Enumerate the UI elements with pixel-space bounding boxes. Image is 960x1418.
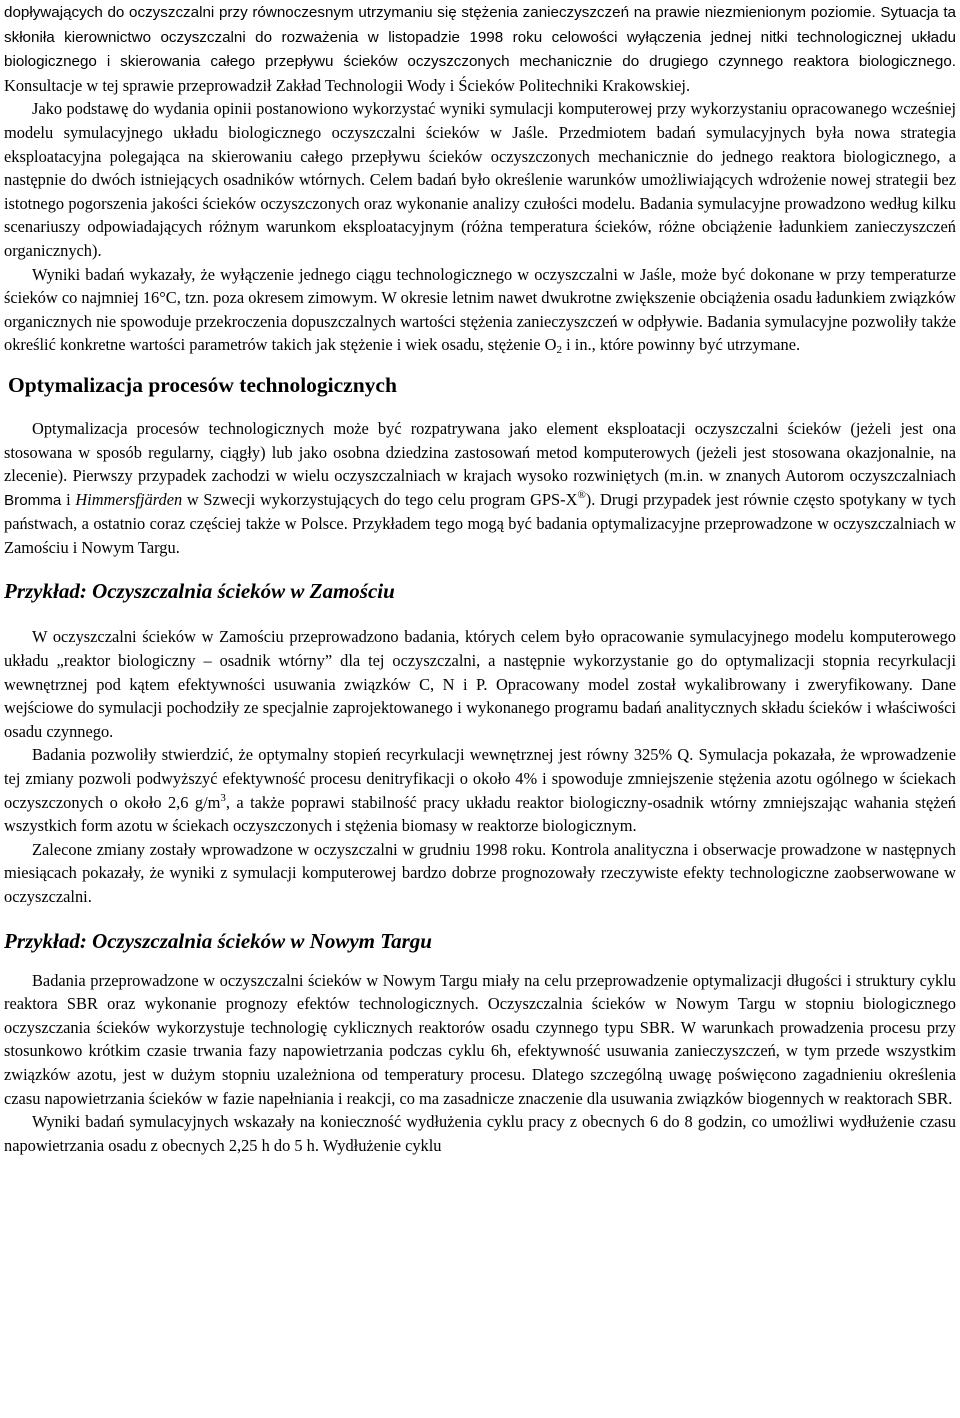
conjunction-text: i [61, 489, 76, 509]
paragraph-jaslo-results-text: Wyniki badań wykazały, że wyłączenie jednego ciągu technologicznego w oczyszczalni w Jaśle, może być dokonane w przy temperaturze ścieków co najmniej 16°C, tzn. poza okresem zimowym. W okresie letnim nawet dwukrotne zwiększenie obciążenia osadu ładunkiem związków organicznych nie spowoduje przekroczenia dopuszczalnych wartości stężenia zanieczyszczeń w odpływie. Badania symulacyjne pozwoliły także określić konkretne wartości parametrów takich jak stężenie i wiek osadu, stężenie O [4, 264, 956, 355]
paragraph-nowy-targ-results: Wyniki badań symulacyjnych wskazały na konieczność wydłużenia cyklu pracy z obecnych 6 do 8 godzin, co umożliwi wydłużenie czasu napowietrzania osadu z obecnych 2,25 h do 5 h. Wydłużenie cyklu [4, 1112, 956, 1155]
paragraph-jaslo-intro [4, 0, 956, 97]
paragraph-zamosc-results [4, 743, 956, 837]
paragraph-optimization-gpsx: w Szwecji wykorzystujących do tego celu program GPS-X [182, 489, 578, 509]
paragraph-zamosc-implementation: Zalecone zmiany zostały wprowadzone w oczyszczalni w grudniu 1998 roku. Kontrola analityczna i obserwacje prowadzone w następnych miesiącach pokazały, że wyniki z symulacji komputerowej bardzo dobrze prognozowały rzeczywiste efekty technologiczne zaobserwowane w oczyszczalni. [4, 839, 956, 906]
paragraph-jaslo-results-end: i in., które powinny być utrzymane. [562, 335, 801, 355]
section-heading-optimization: Optymalizacja procesów technologicznych [8, 372, 397, 397]
paragraph-zamosc-results-text: Badania pozwoliły stwierdzić, że optymalny stopień recyrkulacji wewnętrznej jest równy 325% Q. Symulacja pokazała, że wprowadzenie tej zmiany pozwoli podwyższyć efektywność procesu denitryfikacji o około 4% i spowoduje zmniejszenie stężenia azotu ogólnego w ściekach oczyszczonych o około 2,6 g/m [4, 745, 956, 812]
paragraph-zamosc-study: W oczyszczalni ścieków w Zamościu przeprowadzono badania, których celem było opracowanie symulacyjnego modelu komputerowego układu „reaktor biologiczny – osadnik wtórny” dla tej oczyszczalni, a następnie wykorzystanie go do optymalizacji stopnia recyrkulacji wewnętrznej pod kątem efektywności usuwania związków C, N i P. Opracowany model został wykalibrowany i zweryfikowany. Dane wejściowe do symulacji pochodziły ze specjalnie zaprojektowanego i wykonanego programu badań analitycznych składu ścieków i właściwości osadu czynnego. [4, 627, 956, 741]
paragraph-jaslo-simulation: Jako podstawę do wydania opinii postanowiono wykorzystać wyniki symulacji komputerowej przy wykorzystaniu opracowanego wcześniej modelu symulacyjnego układu biologicznego oczyszczalni ścieków w Jaśle. Przedmiotem badań symulacyjnych była nowa strategia eksploatacyjna polegająca na skierowaniu całego przepływu ścieków oczyszczonych mechanicznie do jednego reaktora biologicznego, a następnie do dwóch istniejących osadników wtórnych. Celem badań było określenie warunków umożliwiających wdrożenie nowej strategii bez istotnego pogorszenia jakości ścieków oczyszczonych oraz wykonanie analizy czułości modelu. Badania symulacyjne prowadzono według kilku scenariuszy odpowiadających różnym warunkom eksploatacyjnym (różna temperatura ścieków, różne obciążenie ładunkiem zanieczyszczeń organicznych). [4, 99, 956, 260]
paragraph-jaslo-results [4, 263, 956, 357]
paragraph-jaslo-intro-sans: dopływających do oczyszczalni przy równoczesnym utrzymaniu się stężenia zanieczyszczeń na prawie niezmienionym poziomie. Sytuacja ta skłoniła kierownictwo oczyszczalni do rozważenia w listopadzie 1998 roku celowości wyłączenia jednej nitki technologicznej układu biologicznego i skierowania całego przepływu ścieków oczyszczonych mechanicznie do drugiego czynnego reaktora biologicznego. [4, 4, 956, 71]
paragraph-optimization-text: Optymalizacja procesów technologicznych może być rozpatrywana jako element eksploatacji oczyszczalni ścieków (jeżeli jest ona stosowana w sposób regularny, ciągły) lub jako osobna dziedzina zastosowań metod komputerowych (jeżeli jest stosowana okazjonalnie, na zlecenie). Pierwszy przypadek zachodzi w wielu oczyszczalniach w krajach wysoko rozwiniętych (m.in. w znanych Autorom oczyszczalniach [4, 418, 956, 486]
subscript-2: 2 [556, 344, 563, 357]
paragraph-optimization-end: ). Drugi przypadek jest równie często spotykany w tych państwach, a ostatnio coraz częściej także w Polsce. Przykładem tego mogą być badania optymalizacyjne przeprowadzone w oczyszczalniach w Zamościu i Nowym Targu. [4, 489, 957, 557]
paragraph-jaslo-intro-serif: Konsultacje w tej sprawie przeprowadził Zakład Technologii Wody i Ścieków Politechniki Krakowskiej. [4, 75, 691, 95]
paragraph-optimization [4, 417, 956, 560]
superscript-3: 3 [220, 791, 226, 804]
subheading-nowy-targ: Przykład: Oczyszczalnia ścieków w Nowym Targu [4, 928, 432, 953]
plant-name-bromma: Bromma [4, 491, 62, 509]
paragraph-nowy-targ-study: Badania przeprowadzone w oczyszczalni ścieków w Nowym Targu miały na celu przeprowadzenie optymalizacji długości i struktury cyklu reaktora SBR oraz wykonanie prognozy efektów technologicznych. Oczyszczalnia ścieków w Nowym Targu w stopniu biologicznego oczyszczania ścieków wykorzystuje technologię cyklicznych reaktorów osadu czynnego typu SBR. W warunkach prowadzenia procesu przy stosunkowo krótkim czasie trwania fazy napowietrzania podczas cyklu 6h, efektywność usuwania zanieczyszczeń, w tym przede wszystkim związków azotu, jest w dużym stopniu uzależniona od temperatury procesu. Dlatego szczególną uwagę poświęcono zagadnieniu określenia czasu napowietrzania ścieków w fazie napełniania i reakcji, co ma zasadnicze znaczenie dla usuwania związków biogennych w reaktorach SBR. [4, 970, 956, 1108]
registered-mark: ® [577, 488, 586, 501]
document-page [4, 0, 956, 1157]
paragraph-zamosc-results-end: , a także poprawi stabilność pracy układu reaktor biologiczny-osadnik wtórny zmniejszając wahania stężeń wszystkich form azotu w ściekach oczyszczonych i stężenia biomasy w reaktorze biologicznym. [4, 792, 956, 836]
plant-name-himmersfjarden: Himmersfjärden [75, 489, 183, 509]
subheading-zamosc: Przykład: Oczyszczalnia ścieków w Zamościu [4, 579, 395, 604]
